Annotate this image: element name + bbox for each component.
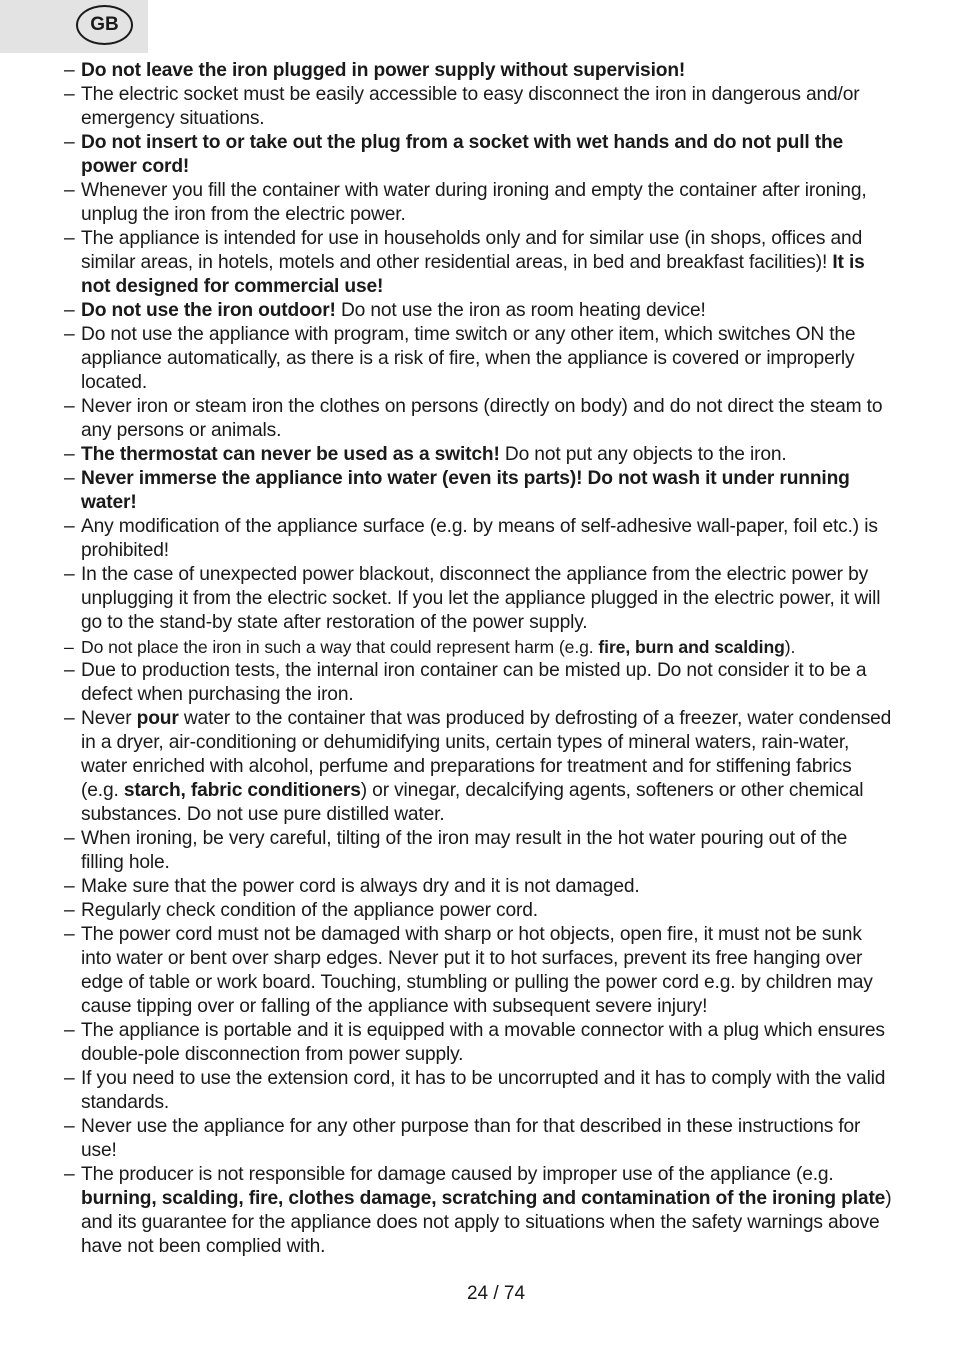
item-text: ). [784,637,796,657]
list-dash: – [64,516,75,537]
list-dash: – [64,900,75,921]
list-dash: – [64,84,75,105]
item-text: Never [81,708,137,729]
list-item [64,1115,894,1163]
bold-text: The thermostat can never be used as a switch! [81,444,500,465]
item-text: ) and its guarantee for the appliance does not apply to situations when the safety warnings above have not been complied with. [81,1188,892,1257]
list-item [64,659,894,707]
item-text: Regularly check condition of the appliance power cord. [81,900,538,921]
bold-text: It is not designed for commercial use! [81,252,865,297]
list-item [64,827,894,875]
list-dash: – [64,132,75,153]
list-item [64,443,894,467]
list-item [64,395,894,443]
list-dash: – [64,1116,75,1137]
bold-text: Do not use the iron outdoor! [81,300,336,321]
bold-text: starch, fabric conditioners [123,780,361,801]
item-text: In the case of unexpected power blackout, disconnect the appliance from the electric power by unplugging it from the electric socket. If you let the appliance plugged in the electric power, it will go to the stand-by state after restoration of the power supply. [81,564,881,633]
item-text: Whenever you fill the container with water during ironing and empty the container after ironing, unplug the iron from the electric power. [81,180,867,225]
list-item [64,131,894,179]
list-dash: – [64,876,75,897]
list-dash: – [64,324,75,345]
bold-text: Do not leave the iron plugged in power supply without supervision! [81,60,686,81]
item-text: Never iron or steam iron the clothes on persons (directly on body) and do not direct the steam to any persons or animals. [81,396,883,441]
bold-text: Do not insert to or take out the plug from a socket with wet hands and do not pull the power cord! [81,132,844,177]
item-text: Never use the appliance for any other purpose than for that described in these instructions for use! [81,1116,861,1161]
list-dash: – [64,660,75,681]
list-dash: – [64,228,75,249]
item-text: The power cord must not be damaged with sharp or hot objects, open fire, it must not be sunk into water or bent over sharp edges. Never put it to hot surfaces, prevent its free hanging over edge of table or work board. Touching, stumbling or pulling the power cord e.g. by children may cause tipping over or falling of the appliance with subsequent severe injury! [81,924,873,1017]
list-dash: – [64,396,75,417]
language-tab [0,0,148,53]
item-text: Any modification of the appliance surface (e.g. by means of self-adhesive wall-paper, foil etc.) is prohibited! [81,516,878,561]
list-item [64,515,894,563]
list-dash: – [64,1020,75,1041]
item-text: The appliance is intended for use in households only and for similar use (in shops, offices and similar areas, in hotels, motels and other residential areas, in bed and breakfast facilities)! [81,228,863,273]
item-text: Do not put any objects to the iron. [499,444,787,465]
language-badge: GB [76,5,133,45]
list-item [64,899,894,923]
bold-text: pour [136,708,179,729]
item-text: When ironing, be very careful, tilting of the iron may result in the hot water pouring out of the filling hole. [81,828,848,873]
page-number: 24 / 74 [466,1283,526,1304]
item-text: Do not use the iron as room heating device! [335,300,706,321]
list-item [64,1019,894,1067]
list-dash: – [64,180,75,201]
item-text: Due to production tests, the internal iron container can be misted up. Do not consider it to be a defect when purchasing the iron. [81,660,867,705]
list-item [64,1067,894,1115]
list-dash: – [64,60,75,81]
list-item [64,563,894,635]
list-item [64,467,894,515]
list-item [64,227,894,299]
list-dash: – [64,1068,75,1089]
item-text: water to the container that was produced by defrosting of a freezer, water condensed in a dryer, air-conditioning or dehumidifying units, certain types of mineral waters, rain-water, water enriched with alcohol, perfume and preparations for treatment and for stiffening fabrics (e.g. [81,708,892,801]
list-item [64,923,894,1019]
list-dash: – [64,637,74,657]
list-dash: – [64,300,75,321]
list-item [64,635,894,659]
item-text: ) or vinegar, decalcifying agents, softeners or other chemical substances. Do not use pure distilled water. [81,780,864,825]
list-item [64,875,894,899]
item-text: Do not use the appliance with program, time switch or any other item, which switches ON the appliance automatically, as there is a risk of fire, when the appliance is covered or improperly located. [81,324,856,393]
safety-warnings-list [64,59,894,1259]
list-item [64,83,894,131]
list-item [64,1163,894,1259]
bold-text: Never immerse the appliance into water (even its parts)! Do not wash it under running water! [81,468,850,513]
item-text: Make sure that the power cord is always dry and it is not damaged. [81,876,640,897]
list-dash: – [64,708,75,729]
list-dash: – [64,468,75,489]
list-item [64,323,894,395]
list-item [64,299,894,323]
list-dash: – [64,564,75,585]
list-item [64,59,894,83]
item-text: If you need to use the extension cord, it has to be uncorrupted and it has to comply with the valid standards. [81,1068,886,1113]
list-dash: – [64,444,75,465]
list-dash: – [64,1164,75,1185]
item-text: Do not place the iron in such a way that could represent harm (e.g. [81,637,599,657]
list-dash: – [64,828,75,849]
list-item [64,179,894,227]
item-text: The producer is not responsible for damage caused by improper use of the appliance (e.g. [81,1164,834,1185]
item-text: The electric socket must be easily accessible to easy disconnect the iron in dangerous and/or emergency situations. [81,84,860,129]
item-text: The appliance is portable and it is equipped with a movable connector with a plug which ensures double-pole disconnection from power supply. [81,1020,885,1065]
list-item [64,707,894,827]
bold-text: fire, burn and scalding [598,637,785,657]
list-dash: – [64,924,75,945]
bold-text: burning, scalding, fire, clothes damage, scratching and contamination of the ironing plate [81,1188,886,1209]
